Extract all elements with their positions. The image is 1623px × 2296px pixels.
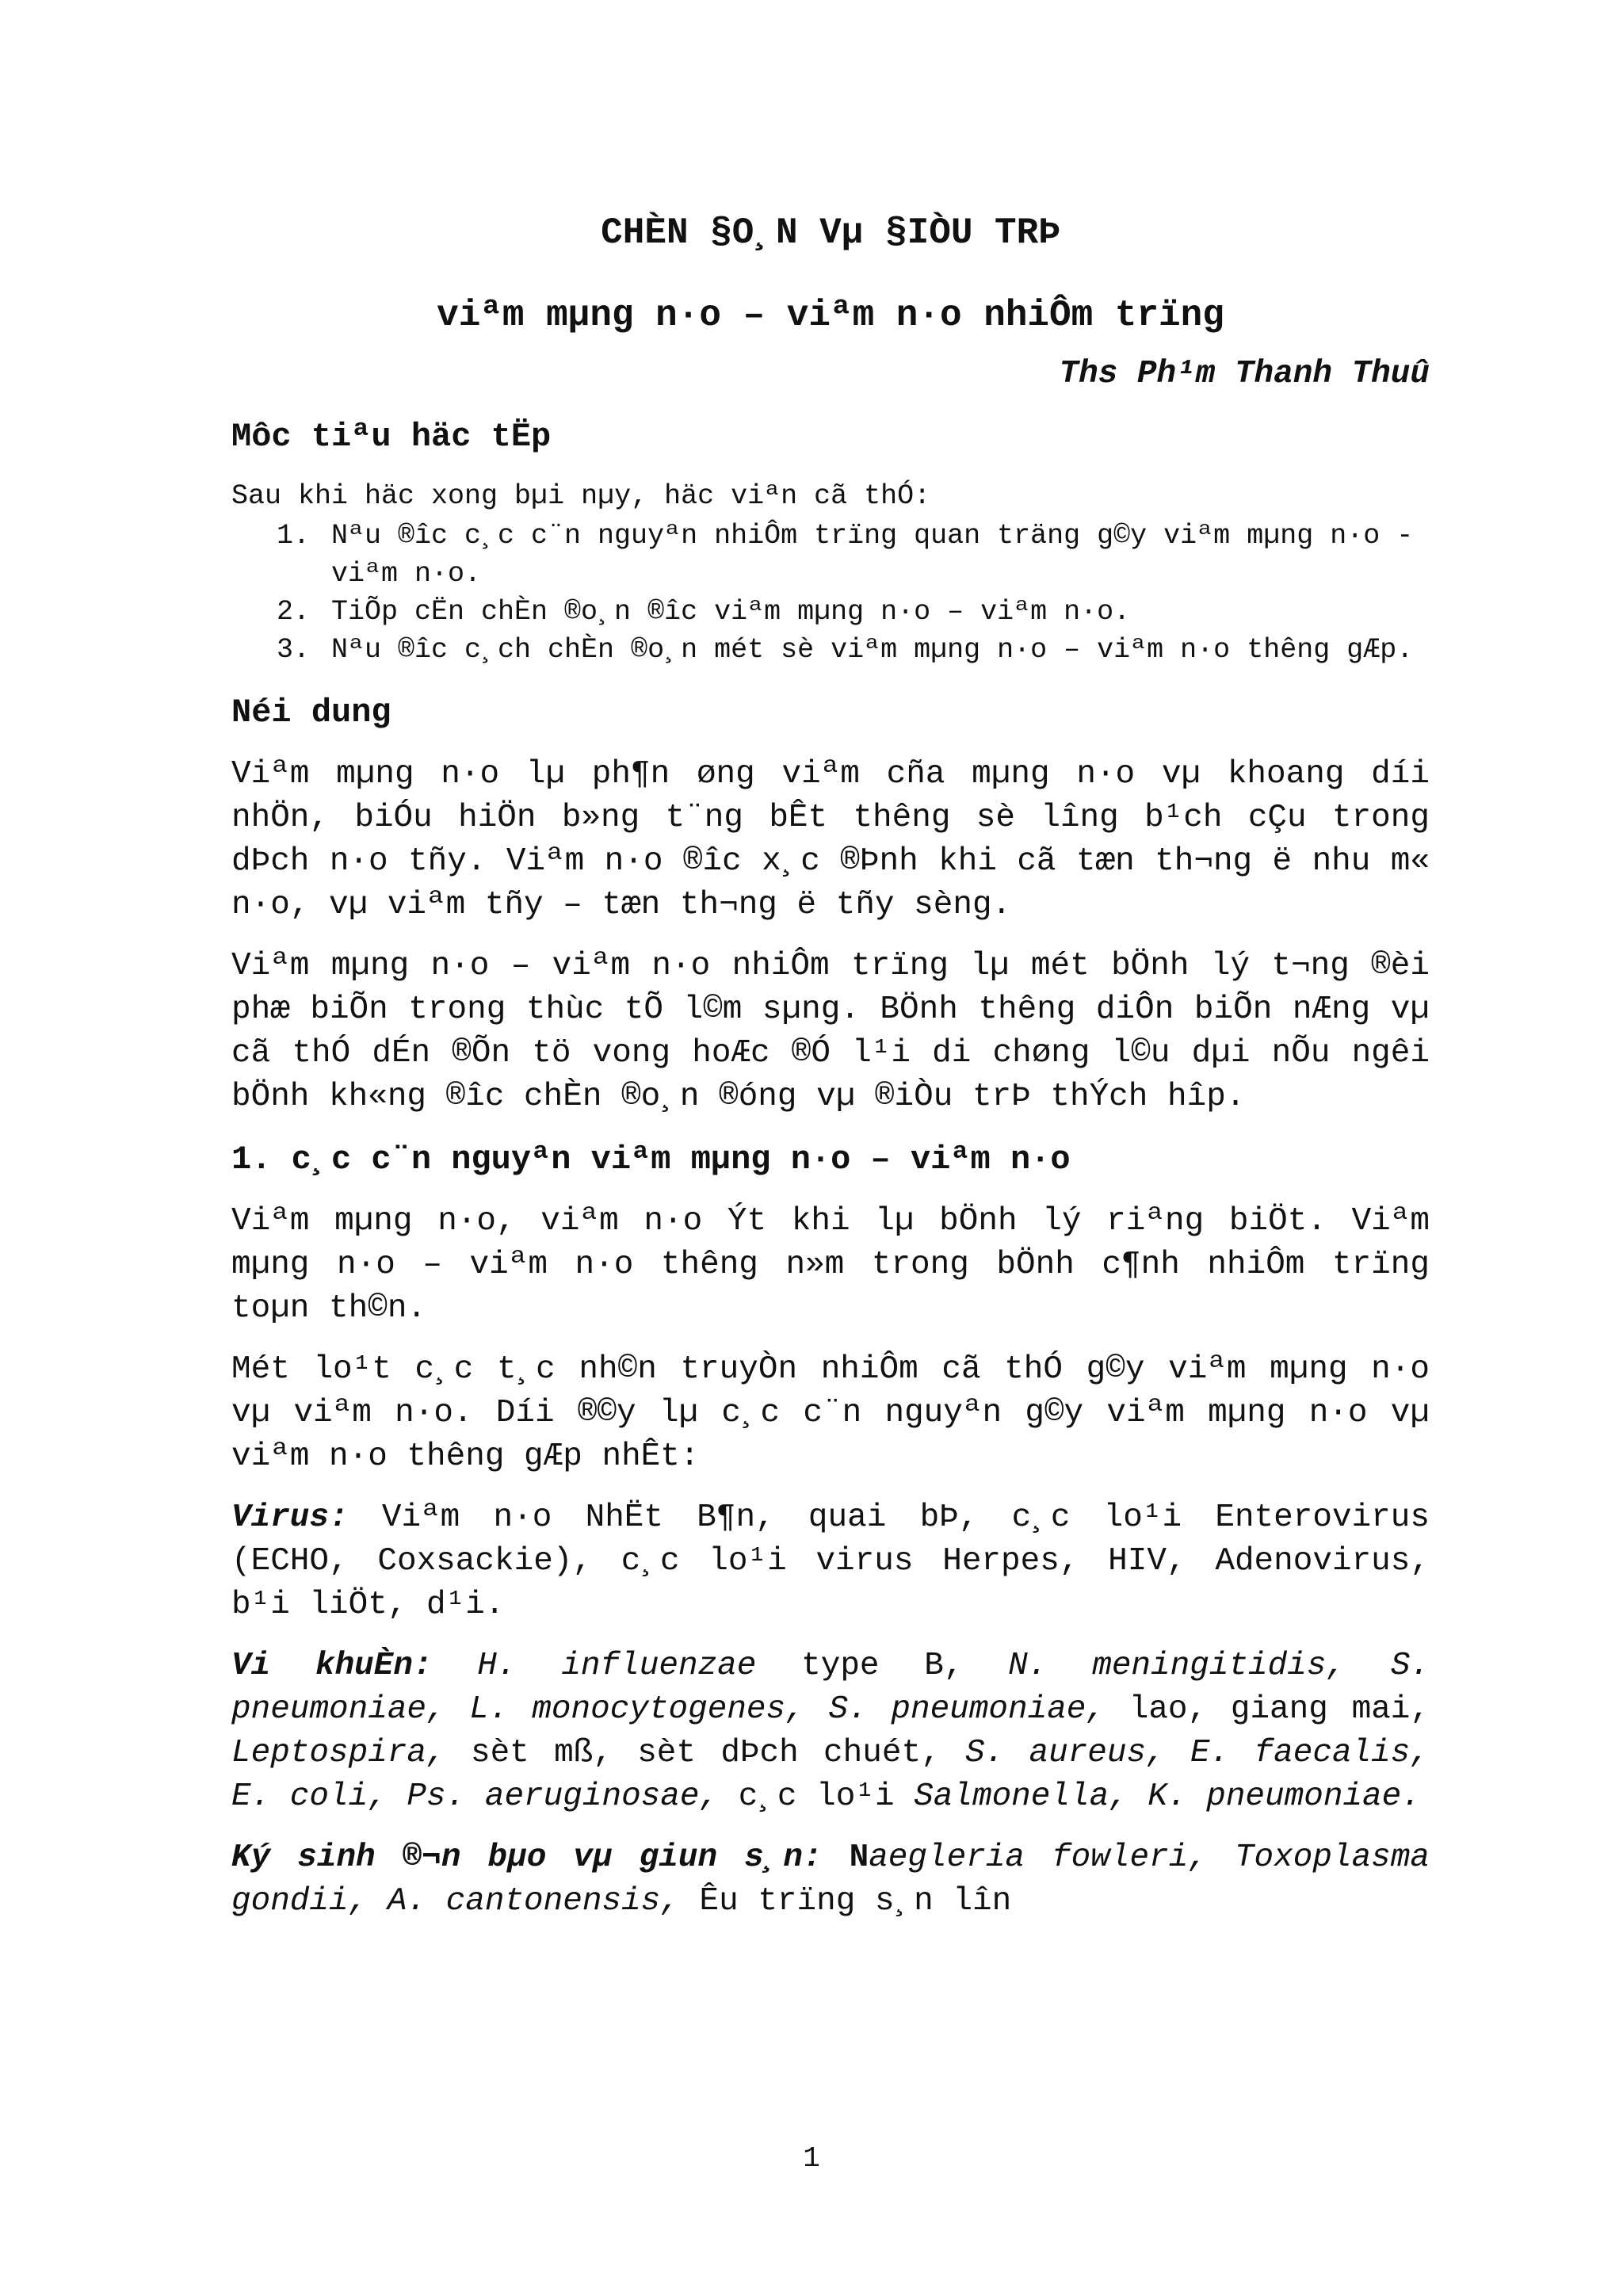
author-line: Ths Ph¹m Thanh Thuû xyxy=(1059,356,1430,392)
paragraph-bacteria xyxy=(231,1645,1430,1819)
section-1-heading: 1. c¸c c¨n nguyªn viªm mµng n·o – viªm n·o xyxy=(231,1140,1071,1179)
paragraph-virus xyxy=(231,1496,1430,1627)
bacteria-text: c¸c lo¹i xyxy=(719,1778,915,1815)
objectives-list xyxy=(231,517,1430,669)
bacteria-text: sèt mß, sèt dÞch chuét, xyxy=(445,1735,965,1771)
bacteria-species: Salmonella, K. pneumoniae. xyxy=(914,1778,1421,1815)
document-title: CHÈN §O¸N Vµ §IÒU TRÞ xyxy=(601,212,1060,254)
content-heading: Néi dung xyxy=(231,693,391,732)
page-content xyxy=(231,208,1430,1941)
page-number: 1 xyxy=(803,2142,820,2175)
bacteria-species: S. aureus, E. faecalis, E. coli, Ps. aeruginosae, xyxy=(231,1735,1430,1815)
objective-item: 1. Nªu ®îc c¸c c¨n nguyªn nhiÔm trïng quan träng g©y viªm mµng n·o - viªm n·o. xyxy=(327,517,1430,593)
paragraph-definition: Viªm mµng n·o lµ ph¶n øng viªm cña mµng n·o vµ khoang díi nhÖn, biÓu hiÖn b»ng t¨ng bÊt thêng sè lîng b¹ch cÇu trong dÞch n·o tñy. Viªm n·o ®îc x¸c ®Þnh khi cã tæn th¬ng ë nhu m« n·o, vµ viªm tñy – tæn th¬ng ë tñy sèng. xyxy=(231,756,1430,923)
bacteria-species: Leptospira, xyxy=(231,1735,446,1771)
parasites-space xyxy=(823,1839,850,1876)
objective-item: 2. TiÕp cËn chÈn ®o¸n ®îc viªm mµng n·o – viªm n·o. xyxy=(327,593,1430,631)
parasites-text: Êu trïng s¸n lîn xyxy=(679,1883,1012,1920)
bacteria-label: Vi khuÈn: xyxy=(231,1648,433,1684)
paragraph-section1-agents: Mét lo¹t c¸c t¸c nh©n truyÒn nhiÔm cã thÓ g©y viªm mµng n·o vµ viªm n·o. Díi ®©y lµ c¸c c¨n nguyªn g©y viªm mµng n·o vµ viªm n·o thêng gÆp nhÊt: xyxy=(231,1351,1430,1475)
bacteria-species: H. influenzae xyxy=(477,1648,757,1684)
bacteria-text: lao, giang mai, xyxy=(1106,1691,1430,1728)
bacteria-species: N. meningitidis, S. pneumoniae, L. monocytogenes, S. pneumoniae, xyxy=(231,1648,1430,1728)
parasites-first-letter: N xyxy=(849,1839,869,1876)
objectives-intro: Sau khi häc xong bµi nµy, häc viªn cã thÓ: xyxy=(231,480,931,512)
virus-label: Virus: xyxy=(231,1499,349,1536)
parasites-label: Ký sinh ®¬n bµo vµ giun s¸n: xyxy=(231,1839,823,1876)
paragraph-section1-intro: Viªm mµng n·o, viªm n·o Ýt khi lµ bÖnh lý riªng biÖt. Viªm mµng n·o – viªm n·o thêng n»m trong bÖnh c¶nh nhiÔm trïng toµn th©n. xyxy=(231,1203,1430,1327)
parasites-species: aegleria fowleri, Toxoplasma gondii, A. cantonensis, xyxy=(231,1839,1430,1920)
paragraph-parasites xyxy=(231,1836,1430,1924)
objective-item: 3. Nªu ®îc c¸ch chÈn ®o¸n mét sè viªm mµng n·o – viªm n·o thêng gÆp. xyxy=(327,631,1430,669)
document-subtitle: viªm mµng n·o – viªm n·o nhiÔm trïng xyxy=(437,295,1224,336)
objectives-heading: Môc tiªu häc tËp xyxy=(231,418,552,456)
bacteria-text: type B, xyxy=(756,1648,1009,1684)
paragraph-overview: Viªm mµng n·o – viªm n·o nhiÔm trïng lµ mét bÖnh lý t¬ng ®èi phæ biÕn trong thùc tÕ l©m sµng. BÖnh thêng diÔn biÕn nÆng vµ cã thÓ dÉn ®Õn tö vong hoÆc ®Ó l¹i di chøng l©u dµi nÕu ngêi bÖnh kh«ng ®îc chÈn ®o¸n ®óng vµ ®iÒu trÞ thÝch hîp. xyxy=(231,948,1430,1115)
bacteria-space xyxy=(433,1648,478,1684)
virus-text: Viªm n·o NhËt B¶n, quai bÞ, c¸c lo¹i Enterovirus (ECHO, Coxsackie), c¸c lo¹i virus Herpes, HIV, Adenovirus, b¹i liÖt, d¹i. xyxy=(231,1499,1430,1623)
